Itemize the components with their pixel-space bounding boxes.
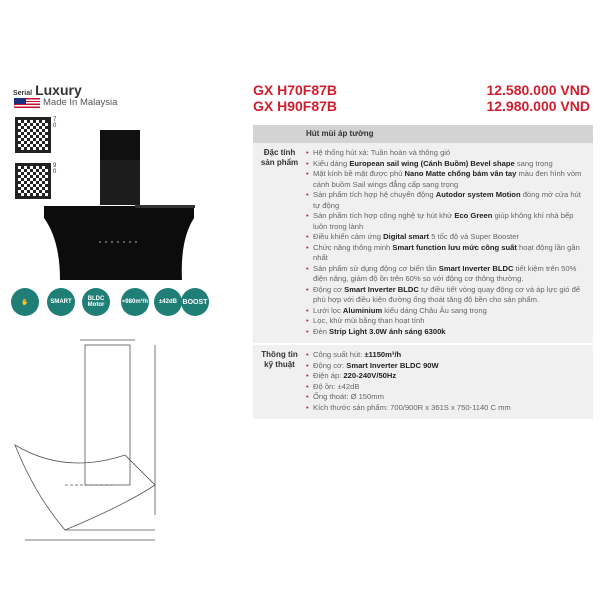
spec-highlight: Smart function lưu mức công suất — [392, 242, 517, 252]
qr-label: 70 — [53, 117, 57, 129]
spec-highlight: Smart Inverter BLDC 90W — [346, 360, 439, 370]
spec-text: Điều khiển cảm ứng — [313, 232, 384, 241]
spec-text: giúp không khí nhà bếp luôn trong lành — [313, 211, 574, 231]
serial-name — [13, 82, 82, 98]
spec-table — [253, 125, 593, 419]
boost-icon: BOOST — [181, 288, 209, 316]
spec-highlight: European sail wing (Cánh Buồm) Bevel shape — [349, 158, 515, 168]
spec-text: hoạt động lần gần nhất — [313, 242, 580, 262]
spec-item — [306, 285, 585, 306]
spec-text: Động cơ — [313, 284, 345, 294]
spec-item — [306, 211, 585, 232]
spec-highlight: Eco Green — [454, 211, 493, 220]
spec-text: tự điều tiết vòng quay động cơ và áp lực gió để phù hợp với điều kiện đường ống thoát tăng độ bền cho sản phẩm. — [313, 284, 581, 304]
spec-text: Kiểu dáng — [313, 158, 350, 168]
spec-highlight: Aluminium — [342, 305, 383, 315]
spec-text: Kích thước sản phẩm: 700/900R x 361S x 750-1140 C mm — [313, 402, 511, 412]
spec-text: kiểu dáng Châu Âu sang trọng — [382, 305, 487, 315]
spec-highlight: Smart Inverter BLDC — [344, 284, 419, 294]
model-price: 12.980.000 VND — [486, 98, 590, 114]
spec-text: Lọc, khử mùi bằng than hoạt tính — [313, 316, 425, 325]
spec-text: sang trọng — [514, 158, 553, 168]
spec-text: Lưới lọc — [313, 305, 343, 315]
serial-label: Serial — [13, 90, 33, 97]
table-header: Hút mùi áp tường — [253, 125, 593, 143]
spec-item — [306, 371, 585, 382]
spec-text: Điện áp: — [313, 371, 344, 380]
spec-text: Động cơ: — [313, 360, 347, 370]
section-label: Đặc tính sản phẩm — [260, 148, 299, 167]
spec-item — [306, 350, 585, 361]
spec-list — [306, 148, 593, 337]
spec-highlight: Smart Inverter BLDC — [438, 263, 514, 273]
spec-text: màu đen hình vòm cánh buồm Sail wings đẳng cấp sang trọng — [313, 169, 582, 189]
spec-text: Hệ thống hút xả: Tuần hoàn và thông gió — [313, 148, 451, 157]
spec-text: Đèn — [313, 326, 330, 336]
spec-item — [306, 148, 585, 159]
model-price: 12.580.000 VND — [486, 82, 590, 98]
spec-highlight: ±1150m³/h — [364, 350, 402, 359]
range-hood-image — [40, 130, 200, 280]
spec-item — [306, 403, 585, 414]
spec-item — [306, 327, 585, 338]
spec-list — [306, 350, 593, 413]
spec-highlight: Autodor system Motion — [435, 190, 521, 199]
model-name: GX H70F87B — [253, 82, 338, 98]
spec-text: Sản phẩm tích hợp công nghệ tự hút khử — [313, 211, 455, 220]
smart-chip-icon: SMART — [47, 288, 75, 316]
spec-highlight: Digital smart — [383, 232, 430, 241]
spec-item — [306, 361, 585, 372]
spec-text: Ống thoát: Ø 150mm — [313, 392, 384, 401]
noise-level-icon: ±42dB — [154, 288, 182, 316]
malaysia-flag-icon — [14, 98, 40, 108]
origin-text: Made In Malaysia — [43, 97, 118, 108]
spec-section — [253, 143, 593, 343]
spec-text: Sản phẩm sử dụng động cơ biến tần — [313, 263, 439, 273]
qr-label: 90 — [53, 163, 57, 175]
spec-text: Công suất hút: — [313, 350, 365, 359]
spec-item — [306, 169, 585, 190]
spec-item — [306, 190, 585, 211]
spec-highlight: 220-240V/50Hz — [343, 371, 397, 380]
spec-text: tiết kiệm trên 50% điện năng, giảm độ ồn trên 60% so với động cơ thông thường. — [313, 263, 577, 283]
spec-text: 5 tốc độ và Super Booster — [429, 232, 520, 241]
spec-section — [253, 343, 593, 419]
spec-text: Độ ồn: ±42dB — [313, 381, 360, 391]
spec-item — [306, 264, 585, 285]
spec-highlight: Strip Light 3.0W ánh sáng 6300k — [329, 326, 446, 336]
spec-item — [306, 232, 585, 243]
spec-item — [306, 392, 585, 403]
spec-item — [306, 382, 585, 393]
spec-text: đóng mở cửa hút tự động — [313, 190, 581, 210]
spec-item — [306, 243, 585, 264]
spec-item — [306, 316, 585, 327]
section-label: Thông tin kỹ thuật — [261, 350, 298, 369]
spec-text: Mặt kính bề mặt được phủ — [313, 169, 405, 178]
spec-item — [306, 159, 585, 170]
spec-text: Sản phẩm tích hợp hệ chuyển động — [313, 190, 436, 199]
spec-highlight: Nano Matte chống bám vân tay — [404, 169, 517, 178]
technical-drawing — [5, 335, 185, 545]
bldc-motor-icon: BLDC Motor — [82, 288, 110, 316]
spec-text: Chức năng thông minh — [313, 242, 393, 252]
anti-fingerprint-icon: ✋ — [11, 288, 39, 316]
origin — [14, 97, 117, 108]
spec-item — [306, 306, 585, 317]
series-name: Luxury — [35, 82, 82, 98]
airflow-icon: ≈980m³/h — [121, 288, 149, 316]
model-name: GX H90F87B — [253, 98, 338, 114]
